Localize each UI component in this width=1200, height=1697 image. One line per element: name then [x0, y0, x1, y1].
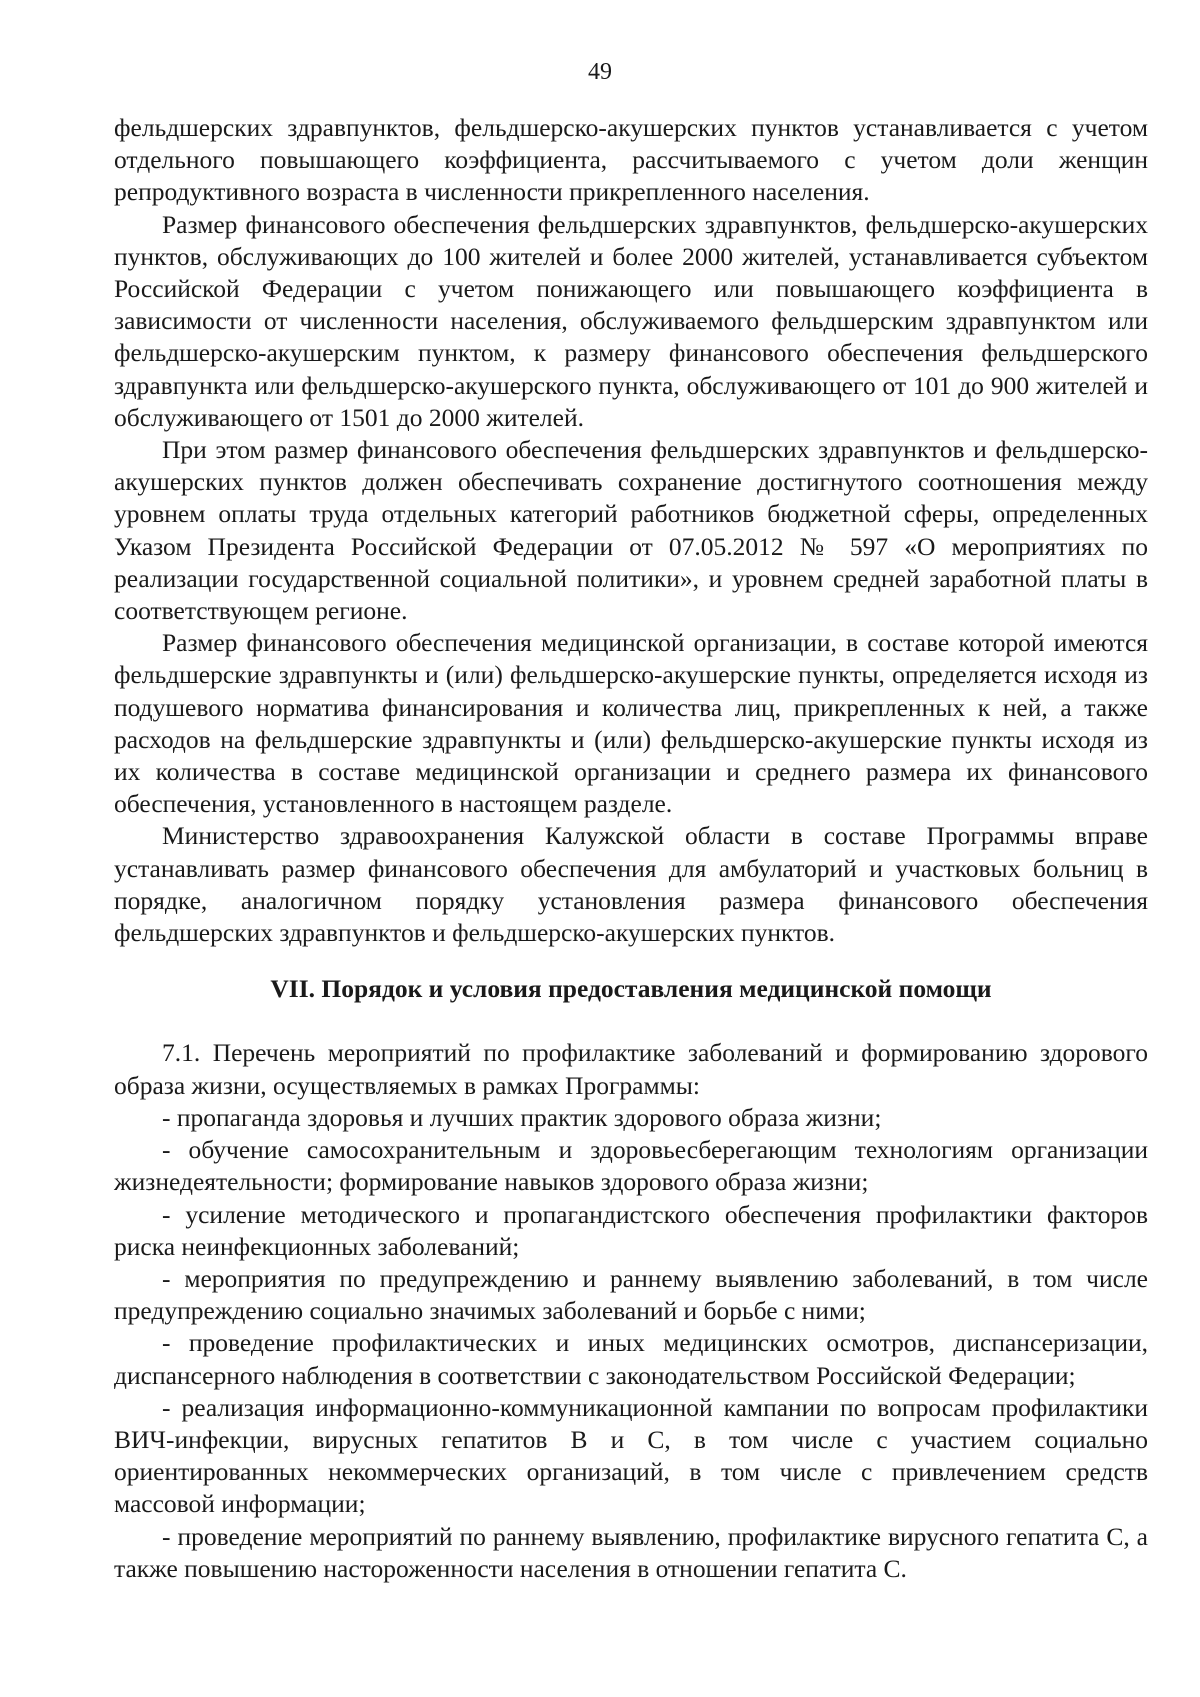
list-item: - реализация информационно-коммуникационной кампании по вопросам профилактики ВИЧ-инфекции, вирусных гепатитов В и С, в том числе с участием социально ориентированных некоммерческих организаций, в том числе с привлечением средств массовой информации; — [114, 1392, 1148, 1519]
list-item: - обучение самосохранительным и здоровьесберегающим технологиям организации жизнедеятельности; формирование навыков здорового образа жизни; — [114, 1135, 1148, 1197]
paragraph: Размер финансового обеспечения фельдшерских здравпунктов, фельдшерско-акушерских пунктов, обслуживающих до 100 жителей и более 2000 жителей, устанавливается субъектом Российской Федерации с учетом понижающего или повышающего коэффициента в зависимости от численности населения, обслуживаемого фельдшерским здравпунктом или фельдшерско-акушерским пунктом, к размеру финансового обеспечения фельдшерского здравпункта или фельдшерско-акушерского пункта, обслуживающего от 101 до 900 жителей и обслуживающего от 1501 до 2000 жителей. — [114, 209, 1148, 432]
section-intro: 7.1. Перечень мероприятий по профилактике заболеваний и формированию здорового образа жизни, осуществляемых в рамках Программы: — [114, 1038, 1148, 1100]
list-item: - проведение профилактических и иных медицинских осмотров, диспансеризации, диспансерного наблюдения в соответствии с законодательством Российской Федерации; — [114, 1328, 1148, 1390]
paragraph: Министерство здравоохранения Калужской области в составе Программы вправе устанавливать размер финансового обеспечения для амбулаторий и участковых больниц в порядке, аналогичном порядку установления размера финансового обеспечения фельдшерских здравпунктов и фельдшерско-акушерских пунктов. — [114, 821, 1148, 948]
paragraph: Размер финансового обеспечения медицинской организации, в составе которой имеются фельдшерские здравпункты и (или) фельдшерско-акушерские пункты, определяется исходя из подушевого норматива финансирования и количества лиц, прикрепленных к ней, а также расходов на фельдшерские здравпункты и (или) фельдшерско-акушерские пункты исходя из их количества в составе медицинской организации и среднего размера их финансового обеспечения, установленного в настоящем разделе. — [114, 628, 1148, 819]
list-item: - усиление методического и пропагандистского обеспечения профилактики факторов риска неинфекционных заболеваний; — [114, 1199, 1148, 1261]
document-body — [114, 112, 1148, 1585]
list-item: - мероприятия по предупреждению и раннему выявлению заболеваний, в том числе предупреждению социально значимых заболеваний и борьбе с ними; — [114, 1263, 1148, 1326]
paragraph-continuation: фельдшерских здравпунктов, фельдшерско-акушерских пунктов устанавливается с учетом отдельного повышающего коэффициента, рассчитываемого с учетом доли женщин репродуктивного возраста в численности прикрепленного населения. — [114, 113, 1148, 207]
section-heading: VII. Порядок и условия предоставления медицинской помощи — [270, 974, 992, 1004]
list-item: - пропаганда здоровья и лучших практик здорового образа жизни; — [162, 1102, 882, 1132]
list-item: - проведение мероприятий по раннему выявлению, профилактике вирусного гепатита С, а также повышению настороженности населения в отношении гепатита С. — [114, 1521, 1148, 1583]
paragraph: При этом размер финансового обеспечения фельдшерских здравпунктов и фельдшерско-акушерских пунктов должен обеспечивать сохранение достигнутого соотношения между уровнем оплаты труда отдельных категорий работников бюджетной сферы, определенных Указом Президента Российской Федерации от 07.05.2012 № 597 «О мероприятиях по реализации государственной социальной политики», и уровнем средней заработной платы в соответствующем регионе. — [114, 435, 1148, 626]
page-number: 49 — [588, 59, 612, 85]
